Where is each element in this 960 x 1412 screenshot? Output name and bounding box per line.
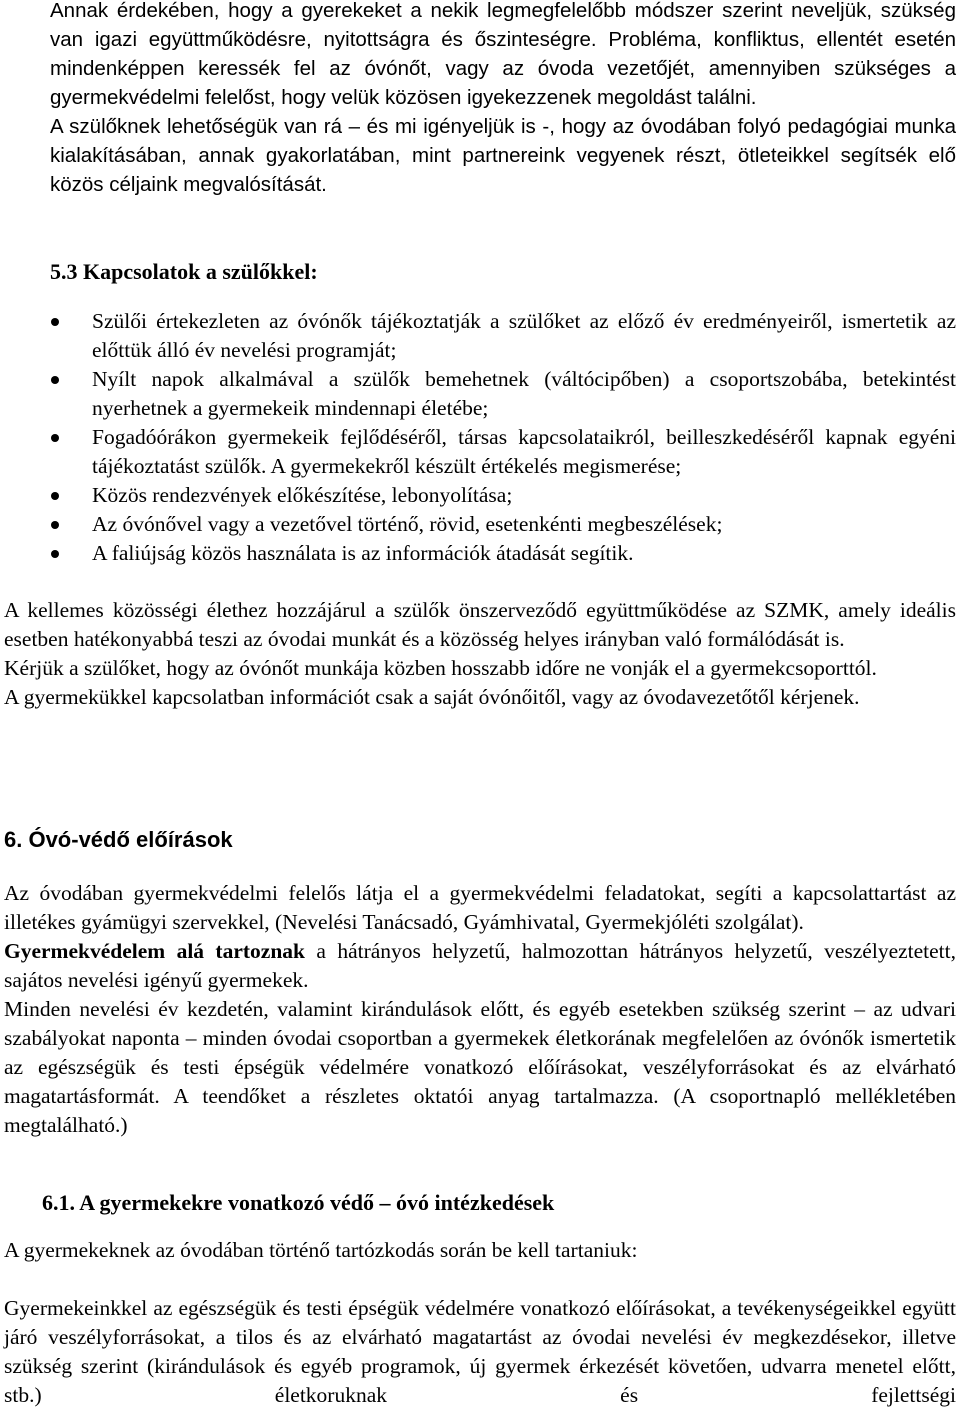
- safety-rules-paragraph: Minden nevelési év kezdetén, valamint kirándulások előtt, és egyéb esetekben szükség szerint – az udvari szabályokat naponta – minden óvodai csoportban a gyermekek életkorának megfelelően az óvónők ismertetik az egészségük és testi épségük védelmére vonatkozó előírásokat, veszélyforrásokat és az elvárható magatartásformát. A teendőket a részletes oktatói anyag tartalmazza. (A csoportnapló mellékletében megtalálható.): [4, 997, 956, 1137]
- safety-instructions-paragraph: Gyermekeinkkel az egészségük és testi épségük védelmére vonatkozó előírásokat, a tevékenységeikkel együtt járó veszélyforrásokat, a tilos és az elvárható magatartást az óvodai nevelési év megkezdésekor, illetve szükség szerint (kirándulások és egyéb programok, új gyermek érkezését követően, udvarra menetel előtt, stb.) életkoruknak és fejlettségi: [4, 1296, 956, 1407]
- child-protection-officer-paragraph: Az óvodában gyermekvédelmi felelős látja el a gyermekvédelmi feladatokat, segíti a kapcsolattartást az illetékes gyámügyi szervekkel, (Nevelési Tanácsadó, Gyámhivatal, Gyermekjóléti szolgálat).: [4, 881, 956, 934]
- section-6-body: [4, 879, 956, 1140]
- list-item: Szülői értekezleten az óvónők tájékoztatják a szülőket az előző év eredményeiről, ismertetik az előttük álló év nevelési programját;: [0, 307, 956, 365]
- list-item: Közös rendezvények előkészítése, lebonyolítása;: [0, 481, 956, 510]
- bullet-icon: [51, 550, 59, 558]
- bullet-icon: [51, 492, 59, 500]
- bullet-icon: [51, 318, 59, 326]
- list-item: Nyílt napok alkalmával a szülők bemehetnek (váltócipőben) a csoportszobába, betekintést nyerhetnek a gyermekeik mindennapi életébe;: [0, 365, 956, 423]
- request-paragraph: Kérjük a szülőket, hogy az óvónőt munkája közben hosszabb időre ne vonják el a gyermekcsoporttól.: [4, 656, 877, 680]
- parent-contact-list: [0, 307, 956, 568]
- protected-children-paragraph: Gyermekvédelem alá tartoznak a hátrányos helyzetű, halmozottan hátrányos helyzetű, veszélyeztetett, sajátos nevelési igényű gyermekek.: [4, 939, 957, 992]
- section-5-3-heading: 5.3 Kapcsolatok a szülőkkel:: [50, 259, 318, 284]
- szmk-paragraph: A kellemes közösségi élethez hozzájárul a szülők önszerveződő együttműködése az SZMK, amely ideális esetben hatékonyabbá teszi az óvodai munkát és a közösség helyes irányban való formálódását is.: [4, 598, 956, 651]
- bullet-icon: [51, 376, 59, 384]
- intro-paragraph-parents-role: A szülőknek lehetőségük van rá – és mi igényeljük is -, hogy az óvodában folyó pedagógiai munka kialakításában, annak gyakorlatában, mint partnereink vegyenek részt, ötleteikkel segítsék elő közös céljaink megvalósítását.: [50, 115, 956, 196]
- intro-section: [50, 0, 956, 199]
- rules-intro-paragraph: A gyermekeknek az óvodában történő tartózkodás során be kell tartaniuk:: [4, 1238, 638, 1262]
- section-5-3-notes: [4, 596, 956, 712]
- bullet-icon: [51, 521, 59, 529]
- section-6-heading: 6. Óvó-védő előírások: [4, 827, 233, 852]
- protected-children-label: Gyermekvédelem alá tartoznak: [4, 939, 306, 963]
- section-6-1-body: [4, 1294, 956, 1410]
- intro-paragraph-cooperation: Annak érdekében, hogy a gyerekeket a nekik legmegfelelőbb módszer szerint neveljük, szükség van igazi együttműködésre, nyitottságra és őszinteségre. Probléma, konfliktus, ellentét esetén mindenképpen keressék fel az óvónőt, vagy az óvoda vezetőjét, amennyiben szükséges a gyermekvédelmi felelőst, hogy velük közösen igyekezzenek megoldást találni.: [50, 0, 956, 109]
- section-6-1-heading: 6.1. A gyermekekre vonatkozó védő – óvó intézkedések: [42, 1190, 555, 1215]
- information-paragraph: A gyermekükkel kapcsolatban információt csak a saját óvónőitől, vagy az óvodavezetőtől kérjenek.: [4, 685, 860, 709]
- section-6-1-intro: [4, 1236, 956, 1265]
- bullet-icon: [51, 434, 59, 442]
- list-item: Fogadóórákon gyermekeik fejlődéséről, társas kapcsolataikról, beilleszkedéséről kapnak egyéni tájékoztatást szülők. A gyermekekről készült értékelés megismerése;: [0, 423, 956, 481]
- list-item: A faliújság közös használata is az információk átadását segítik.: [0, 539, 956, 568]
- list-item: Az óvónővel vagy a vezetővel történő, rövid, esetenkénti megbeszélések;: [0, 510, 956, 539]
